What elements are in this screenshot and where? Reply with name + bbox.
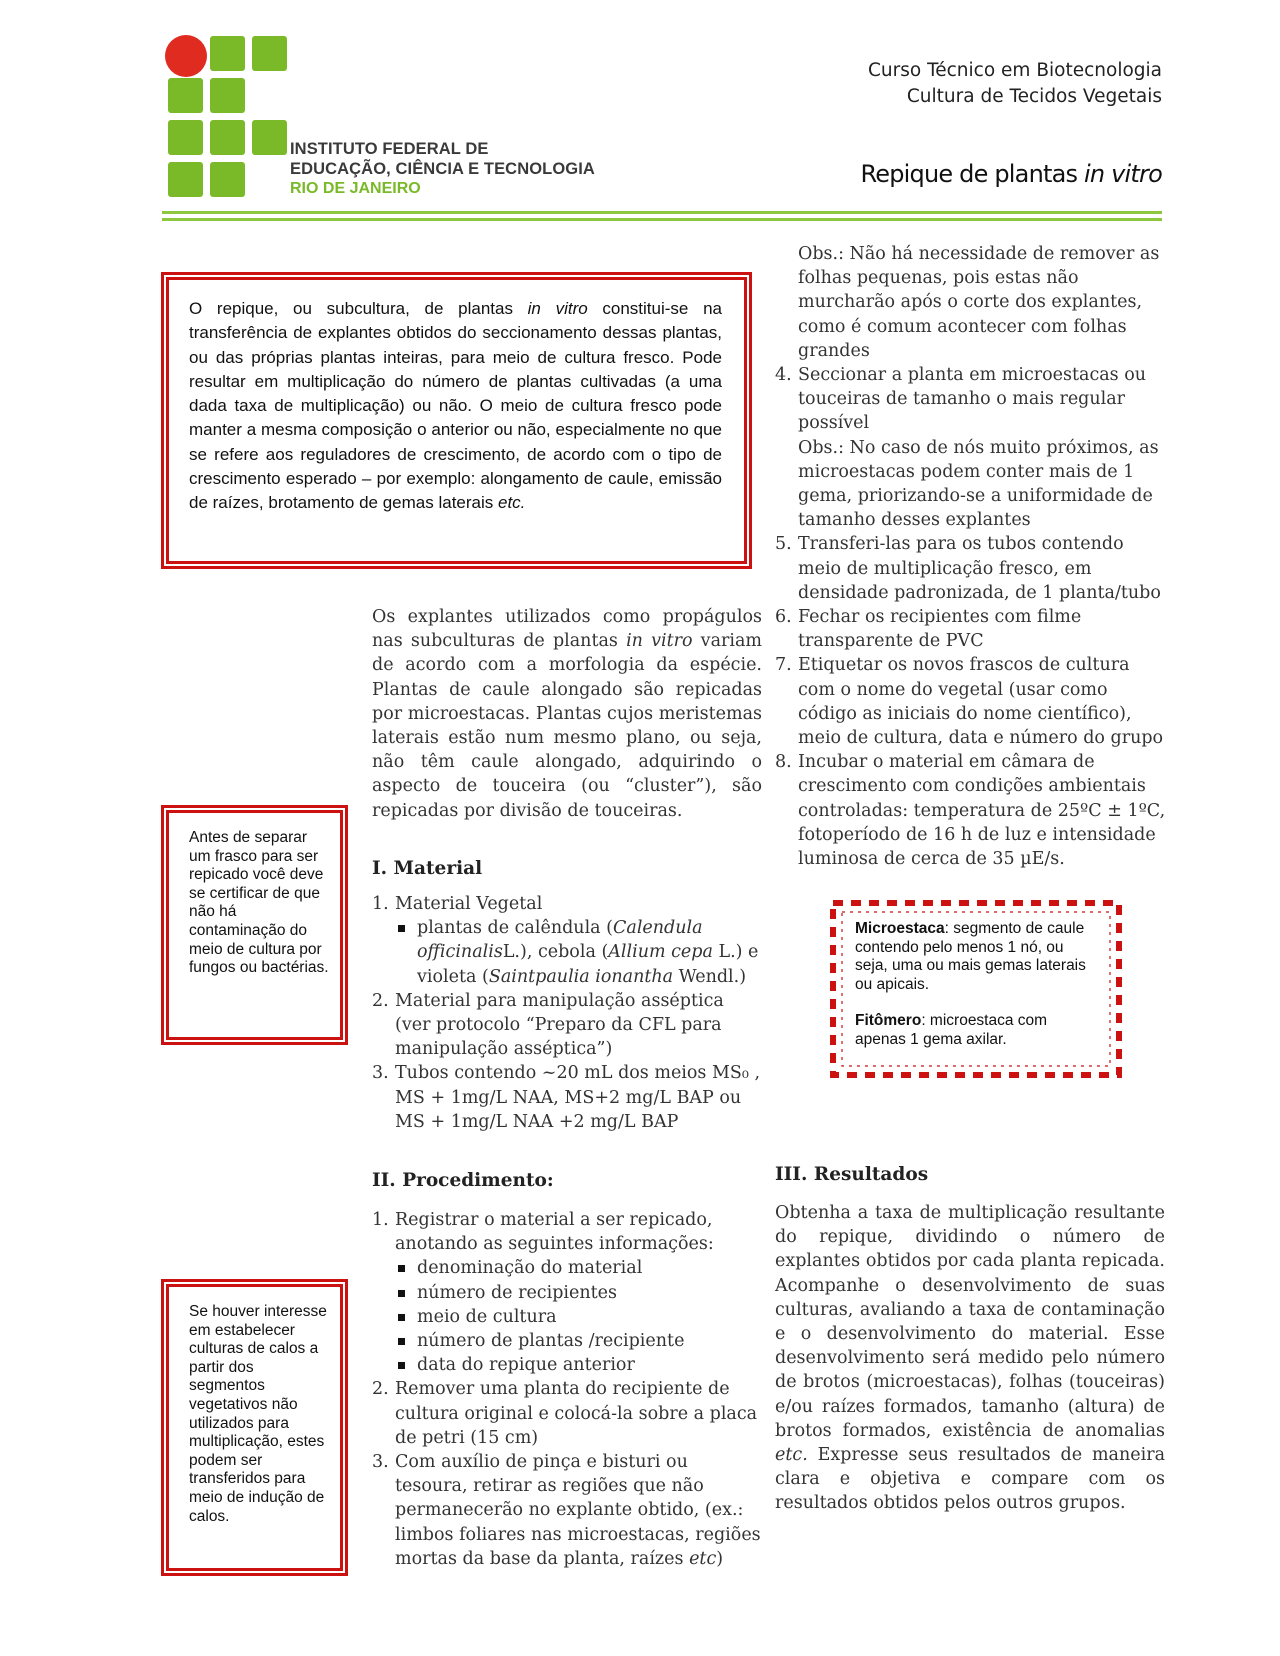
logo-square [210,36,245,71]
section-heading-material: I. Material [372,858,483,879]
list-item: 3. Com auxílio de pinça e bisturi ou tesoura, retirar as regiões que não permanecerão no explante obtido, (ex.: limbos foliares nas microestacas, regiões mortas da base da planta, raízes etc) [372,1452,761,1569]
institute-line-1: INSTITUTO FEDERAL DE [290,140,489,158]
course-name: Curso Técnico em Biotecnologia [868,60,1162,81]
institute-line-3: RIO DE JANEIRO [290,180,421,197]
side-note-text: Se houver interesse em estabelecer culturas de calos a partir dos segmentos vegetativos não utilizados para multiplicação, estes podem ser transferidos para meio de indução de calos. [189,1303,327,1525]
side-note-contamination [161,805,348,1045]
list-item: 3. Tubos contendo ~20 mL dos meios MS₀ , MS + 1mg/L NAA, MS+2 mg/L BAP ou MS + 1mg/L NAA +2 mg/L BAP [372,1063,761,1132]
definitions-text [855,920,1095,1050]
list-item: 1. Registrar o material a ser repicado, anotando as seguintes informações: denominação do material número de recipientes meio de cultura número de plantas /recipiente data do repique anterior [372,1208,762,1377]
intro-text: O repique, ou subcultura, de plantas in vitro constitui-se na transferência de explantes obtidos do seccionamento dessas plantas, ou das próprias plantas inteiras, para meio de cultura fresco. Pode resultar em multiplicação do número de plantas cultivadas (a uma dada taxa de multiplicação) ou não. O meio de cultura fresco pode manter a mesma composição o anterior ou não, especialmente no que se refere aos reguladores de crescimento, de acordo com o tipo de crescimento esperado – por exemplo: alongamento de caule, emissão de raízes, brotamento de gemas laterais etc. [189,299,722,513]
definitions-box [830,900,1122,1078]
section-heading-results: III. Resultados [775,1164,929,1185]
logo-square [210,162,245,197]
logo-square [210,120,245,155]
header-rule [162,218,1162,221]
institute-logo [168,36,288,198]
definition-microestaca: Microestaca: segmento de caule contendo pelo menos 1 nó, ou seja, uma ou mais gemas laterais ou apicais. [855,920,1086,993]
procedure-list [372,1208,762,1571]
logo-square [252,36,287,71]
logo-square [168,78,203,113]
bullet-item: denominação do material [395,1256,762,1280]
bullet-item: meio de cultura [395,1305,762,1329]
bullet-item: número de recipientes [395,1281,762,1305]
course-subject: Cultura de Tecidos Vegetais [906,86,1162,107]
observation-note: Obs.: No caso de nós muito próximos, as microestacas podem conter mais de 1 gema, priorizando-se a uniformidade de tamanho desses explantes [798,437,1159,531]
list-item: 4. Seccionar a planta em microestacas ou touceiras de tamanho o mais regular possível Obs.: No caso de nós muito próximos, as microestacas podem conter mais de 1 gema, priorizando-se a uniformidade de tamanho desses explantes [775,363,1170,532]
logo-square [252,120,287,155]
side-note-callus [161,1279,348,1576]
list-item: 6. Fechar os recipientes com filme transparente de PVC [775,607,1082,652]
intro-box [161,272,752,569]
page-title: Repique de plantas in vitro [860,160,1162,188]
course-info [868,58,1162,110]
lead-paragraph: Os explantes utilizados como propágulos nas subculturas de plantas in vitro variam de acordo com a morfologia da espécie. Plantas de caule alongado são repicadas por microestacas. Plantas cujos meristemas laterais estão num mesmo plano, ou seja, não têm caule alongado, adquirindo o aspecto de touceira (ou “cluster”), são repicadas por divisão de touceiras. [372,607,762,821]
definition-fitomero: Fitômero: microestaca com apenas 1 gema axilar. [855,1012,1048,1048]
list-item: 2. Material para manipulação asséptica (ver protocolo “Preparo da CFL para manipulação asséptica”) [372,990,724,1060]
logo-red-dot [165,35,207,77]
list-item: 5. Transferi-las para os tubos contendo meio de multiplicação fresco, em densidade padronizada, de 1 planta/tubo [775,534,1161,603]
observation-note: Obs.: Não há necessidade de remover as folhas pequenas, pois estas não murcharão após o corte dos explantes, como é comum acontecer com folhas grandes [798,244,1160,361]
side-note-text: Antes de separar um frasco para ser repicado você deve se certificar de que não há contaminação do meio de cultura por fungos ou bactérias. [189,829,329,977]
list-item: 8. Incubar o material em câmara de crescimento com condições ambientais controladas: temperatura de 25ºC ± 1ºC, fotoperíodo de 16 h de luz e intensidade luminosa de cerca de 35 µE/s. [775,752,1166,870]
procedure-continuation [775,242,1170,871]
header-rule [162,211,1162,214]
bullet-item: data do repique anterior [395,1353,762,1377]
material-list [372,892,762,1134]
list-item: 7. Etiquetar os novos frascos de cultura com o nome do vegetal (usar como código as iniciais do nome científico), meio de cultura, data e número do grupo [775,655,1164,749]
logo-square [210,78,245,113]
bullet-item: número de plantas /recipiente [395,1329,762,1353]
institute-line-2: EDUCAÇÃO, CIÊNCIA E TECNOLOGIA [290,160,595,178]
plant-list-item: plantas de calêndula (Calendula officinalisL.), cebola (Allium cepa L.) e violeta (Saintpaulia ionantha Wendl.) [395,916,762,989]
logo-square [168,162,203,197]
logo-square [168,120,203,155]
list-item: 2. Remover uma planta do recipiente de cultura original e colocá-la sobre a placa de petri (15 cm) [372,1379,758,1448]
results-text: Obtenha a taxa de multiplicação resultante do repique, dividindo o número de explantes obtidos por cada planta repicada. Acompanhe o desenvolvimento de suas culturas, avaliando a taxa de contaminação e o desenvolvimento do material. Esse desenvolvimento será medido pelo número de brotos (microestacas), folhas (touceiras) e/ou raízes formados, tamanho (altura) de brotos formados, existência de anomalias etc. Expresse seus resultados de maneira clara e objetiva e compare com os resultados obtidos pelos outros grupos. [775,1203,1165,1514]
list-item: 1. Material Vegetal plantas de calêndula (Calendula officinalisL.), cebola (Allium cepa L.) e violeta (Saintpaulia ionantha Wendl.) [372,892,762,989]
section-heading-procedure: II. Procedimento: [372,1170,554,1191]
institute-name [290,139,595,199]
